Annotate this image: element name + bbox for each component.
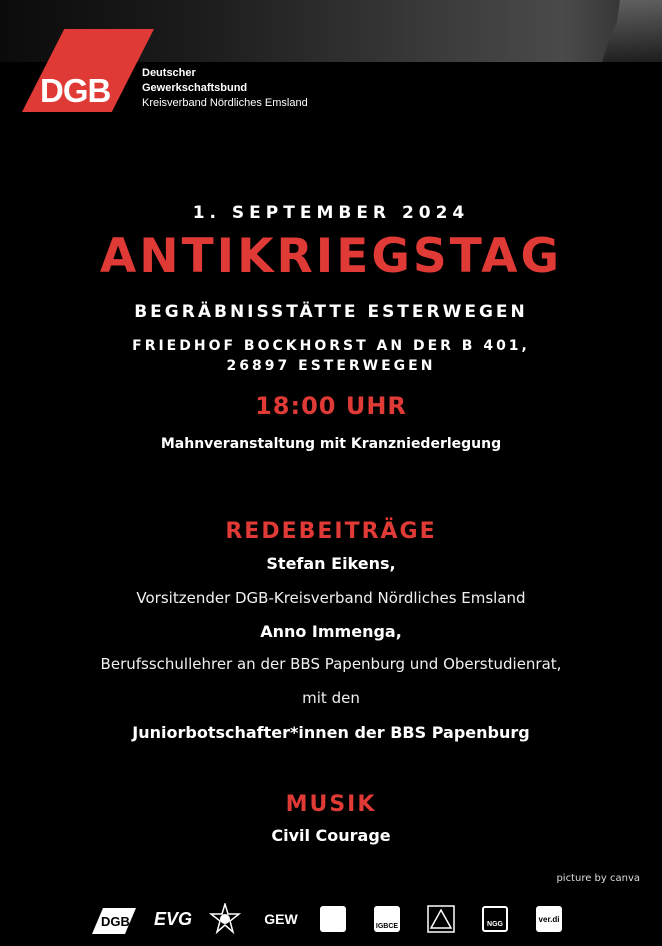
event-title: ANTIKRIEGSTAG <box>99 229 563 284</box>
gew-logo: GEW <box>264 911 298 927</box>
organization-name <box>142 66 308 111</box>
event-venue: BEGRÄBNISSTÄTTE ESTERWEGEN <box>134 302 528 322</box>
dgb-footer-logo <box>92 902 136 936</box>
address-line-1: FRIEDHOF BOCKHORST AN DER B 401, <box>132 338 530 354</box>
event-address <box>0 336 662 376</box>
ig-metall-icon <box>427 905 455 933</box>
police-star-icon <box>209 903 241 935</box>
org-line-1: Deutscher <box>142 67 196 79</box>
event-date: 1. SEPTEMBER 2024 <box>192 203 470 223</box>
event-time: 18:00 UHR <box>255 392 407 420</box>
ig-bau-icon <box>320 906 346 932</box>
speakers-heading: REDEBEITRÄGE <box>225 519 437 544</box>
dgb-logo-text: DGB <box>40 72 111 109</box>
dgb-footer-text: DGB <box>101 914 130 929</box>
igbce-logo <box>372 902 402 936</box>
speaker-1-role: Vorsitzender DGB-Kreisverband Nördliches Emsland <box>136 589 526 607</box>
music-band: Civil Courage <box>271 826 391 845</box>
music-heading: MUSIK <box>285 792 377 817</box>
gdp-star-logo <box>208 902 242 936</box>
org-line-2: Gewerkschaftsbund <box>142 82 248 94</box>
dgb-logo <box>22 29 154 112</box>
ig-metall-logo <box>426 902 456 936</box>
speaker-group: Juniorbotschafter*innen der BBS Papenburg <box>132 723 530 742</box>
ngg-logo <box>480 902 510 936</box>
igbce-box: IGBCE <box>374 906 400 932</box>
ig-bau-logo <box>318 902 348 936</box>
evg-logo: EVG <box>153 908 192 929</box>
org-line-3: Kreisverband Nördliches Emsland <box>142 97 308 109</box>
speaker-1-name: Stefan Eikens, <box>266 554 396 573</box>
speaker-connector: mit den <box>302 689 360 707</box>
verdi-box: ver.di <box>536 906 562 932</box>
ruin-silhouette <box>602 0 662 62</box>
event-description: Mahnveranstaltung mit Kranzniederlegung <box>160 436 502 452</box>
speaker-2-name: Anno Immenga, <box>260 622 402 641</box>
ngg-box: NGG <box>482 906 508 932</box>
verdi-logo <box>534 902 564 936</box>
union-logos-row <box>92 902 572 938</box>
speaker-2-role: Berufsschullehrer an der BBS Papenburg und Oberstudienrat, <box>100 655 562 673</box>
image-credit: picture by canva <box>556 873 640 884</box>
address-line-2: 26897 ESTERWEGEN <box>226 358 436 374</box>
